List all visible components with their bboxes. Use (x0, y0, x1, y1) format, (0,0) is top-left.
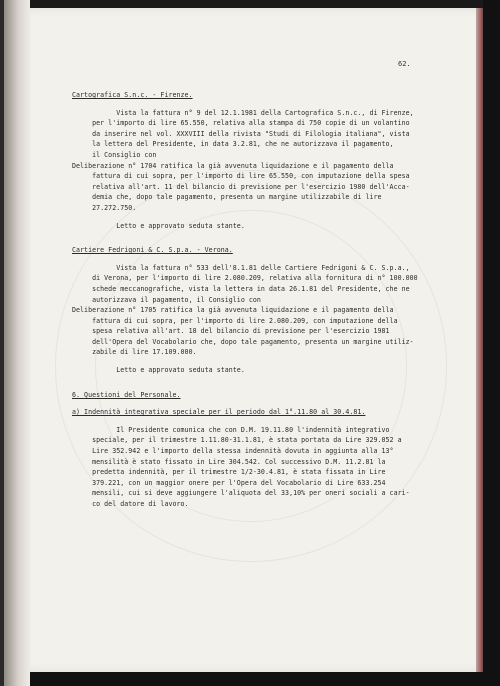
text-line: relativa all'art. 11 del bilancio di previsione per l'esercizio 1980 dell'Acca- (72, 182, 410, 191)
text-line: mensili, cui si deve aggiungere l'aliquota del 33,10% per oneri sociali a cari- (72, 489, 410, 498)
text-line: Il Presidente comunica che con D.M. 19.11.80 l'indennità integrativo (72, 425, 390, 434)
document-body (72, 52, 452, 510)
book-edge (476, 8, 483, 672)
text-line: il Consiglio con (72, 150, 157, 159)
approval-note: Letto e approvato seduta stante. (72, 366, 245, 375)
text-line: di Verona, per l'importo di lire 2.080.209, relativa alla fornitura di n° 100.000 (72, 274, 418, 283)
text-line: 27.272.750. (72, 203, 137, 212)
approval-note: Letto e approvato seduta stante. (72, 221, 245, 230)
text-line: da inserire nel vol. XXXVIII della rivista "Studi di Filologia italiana", vista (72, 129, 410, 138)
text-line: autorizzava il pagamento, il Consiglio con (72, 295, 261, 304)
text-line: co del datore di lavoro. (72, 500, 189, 508)
text-line: Lire 352.942 e l'importo della stessa indennità dovuta in aggiunta alla 13° (72, 447, 394, 456)
text-line: fattura di cui sopra, per l'importo di lire 65.550, con imputazione della spesa (72, 172, 410, 181)
section-heading-cartografica: Cartografica S.n.c. - Firenze. (72, 91, 193, 99)
section-heading-fedrigoni: Cartiere Fedrigoni & C. S.p.a. - Verona. (72, 246, 233, 255)
text-line: speciale, per il trimestre 1.11.80-31.1.81, è stata portata da Lire 329.052 a (72, 436, 402, 445)
binding-top (18, 0, 483, 8)
subsection-heading-indennita: a) Indennità integrativa speciale per il periodo dal 1°.11.80 al 30.4.81. (72, 408, 366, 417)
text-line: Vista la fattura n° 9 del 12.1.1981 della Cartografica S.n.c., di Firenze, (72, 108, 414, 117)
text-line: spesa relativa all'art. 18 del bilancio di previsione per l'esercizio 1981 (72, 327, 390, 336)
section-heading-personale: 6. Questioni del Personale. (72, 390, 181, 399)
text-line: zabile di lire 17.109.000. (72, 348, 197, 357)
text-line: per l'importo di lire 65.550, relativa alla stampa di 750 copie di un volantino (72, 119, 410, 128)
page-number: 62. (398, 60, 411, 68)
text-line: predetta indennità, per il trimestre 1/2-30.4.81, è stata fissata in Lire (72, 468, 386, 477)
page-curl (4, 0, 30, 686)
text-line: schede meccanografiche, vista la lettera in data 26.1.81 del Presidente, che ne (72, 284, 410, 293)
text-line: la lettera del Presidente, in data 3.2.81, che ne autorizzava il pagamento, (72, 140, 394, 149)
text-line: Vista la fattura n° 533 dell'8.1.81 delle Cartiere Fedrigoni & C. S.p.a., (72, 263, 410, 272)
text-line: mensilità è stato fissato in Lire 304.542. Col successivo D.M. 11.2.81 la (72, 457, 386, 466)
text-line: demia che, dopo tale pagamento, presenta un margine utilizzabile di lire (72, 193, 382, 202)
text-line: fattura di cui sopra, per l'importo di lire 2.080.209, con imputazione della (72, 316, 398, 325)
text-line: 379.221, con un maggior onere per l'Opera del Vocabolario di Lire 633.254 (72, 478, 386, 487)
text-line: Deliberazione n° 1705 ratifica la già avvenuta liquidazione e il pagamento della (72, 306, 394, 315)
text-line: dell'Opera del Vocabolario che, dopo tale pagamento, presenta un margine utiliz- (72, 337, 414, 346)
text-line: Deliberazione n° 1704 ratifica la già avvenuta liquidazione e il pagamento della (72, 161, 394, 170)
